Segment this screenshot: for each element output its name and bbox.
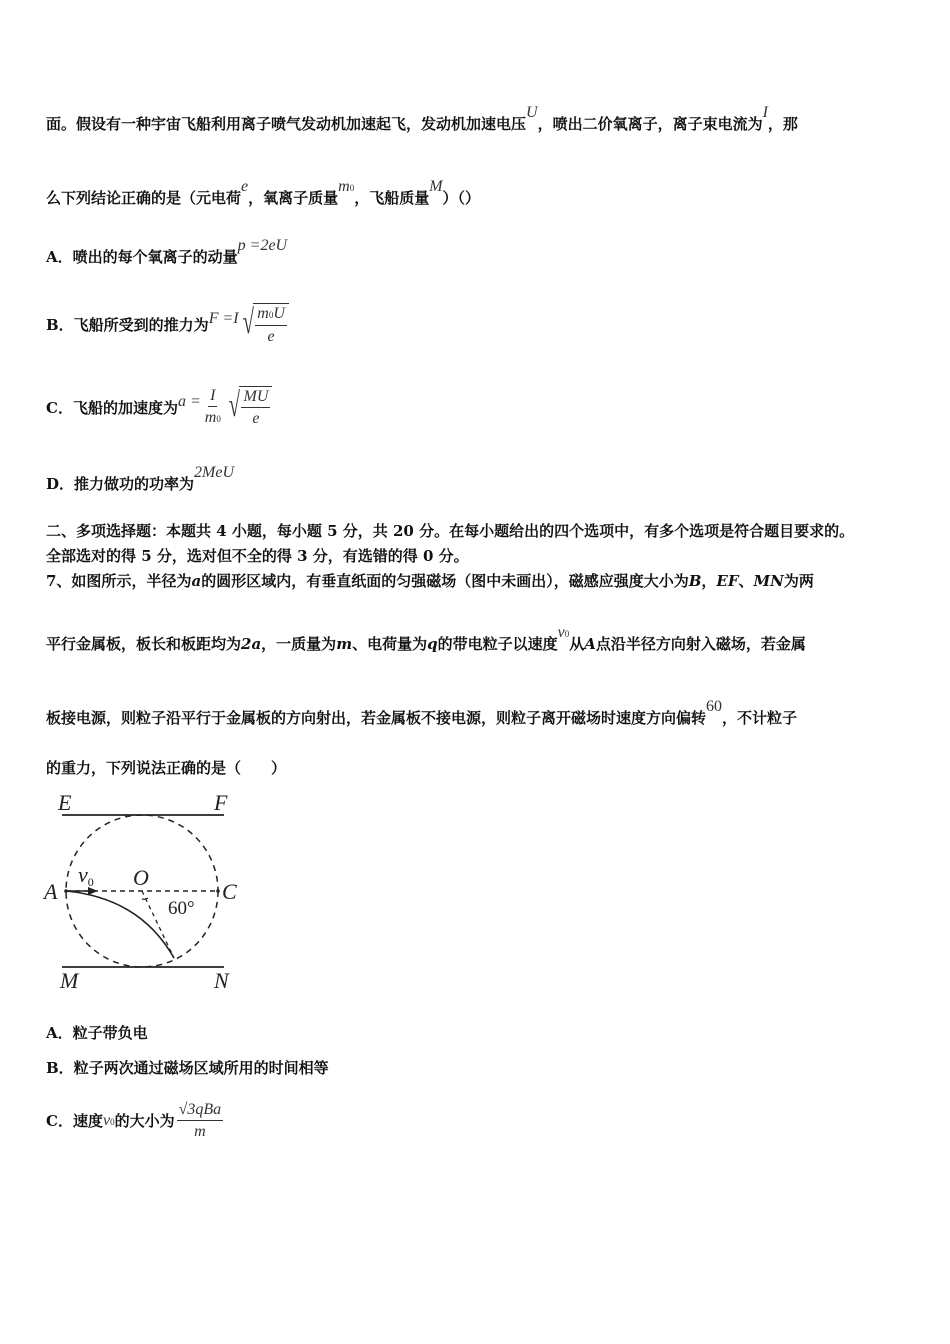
q7-option-a: A．粒子带负电 bbox=[46, 1024, 148, 1042]
q6-text: 面。假设有一种宇宙飞船利用离子喷气发动机加速起飞，发动机加速电压 bbox=[46, 115, 527, 133]
math-a: a bbox=[191, 572, 202, 590]
label-e: E bbox=[58, 790, 72, 815]
q6-stem-line2 bbox=[46, 178, 481, 210]
sqrt-symbol: √ $\frac{MU}{e}$ bbox=[225, 386, 273, 430]
math-60: 60 bbox=[706, 698, 723, 715]
option-b-fraction: $\frac{m0U}{e}$ bbox=[257, 304, 285, 345]
option-c-text: C．飞船的加速度为 bbox=[46, 399, 178, 417]
math-U: U bbox=[526, 104, 538, 121]
option-a-text: A．喷出的每个氧离子的动量 bbox=[46, 248, 238, 266]
label-v0: v0 bbox=[78, 862, 94, 889]
option-c-lhs: a = bbox=[177, 393, 201, 410]
math-B: B bbox=[688, 572, 702, 590]
math-m0 bbox=[338, 178, 354, 195]
section-title-line1: 二、多项选择题：本题共 4 小题，每小题 5 分，共 20 分。在每小题给出的四个选项中，有多个选项是符合题目要求的。 bbox=[46, 522, 855, 540]
option-a-math: p =2eU bbox=[237, 237, 288, 254]
q6-text: ，氧离子质量 bbox=[248, 189, 339, 207]
sqrt-symbol: √ $\frac{m0U}{e}$ bbox=[239, 303, 289, 348]
particle-trajectory bbox=[66, 891, 174, 958]
q6-option-b bbox=[46, 300, 289, 350]
q7-stem-line2: 平行金属板，板长和板距均为2a，一质量为m、电荷量为q的带电粒子以速度v0从A点沿半径方向射入磁场，若金属 bbox=[46, 624, 806, 653]
math-MN: MN bbox=[753, 572, 784, 590]
q6-option-c bbox=[46, 382, 272, 434]
q6-text: ）（） bbox=[442, 189, 481, 207]
math-sub-0: 0 bbox=[349, 183, 355, 193]
option-b-lhs: F =I bbox=[208, 310, 239, 327]
option-b-text: B．飞船所受到的推力为 bbox=[46, 316, 209, 334]
point-a bbox=[64, 889, 68, 893]
option-c-fraction: $\frac{\text{√3qBa}}{m}$ bbox=[178, 1100, 222, 1140]
math-e: e bbox=[241, 178, 249, 195]
label-angle: 60° bbox=[168, 898, 195, 919]
math-v0: v0 bbox=[557, 624, 570, 641]
q7-stem-line4: 的重力，下列说法正确的是（ ） bbox=[46, 759, 287, 777]
q6-text: ，那 bbox=[767, 115, 798, 133]
q6-option-d bbox=[46, 464, 234, 495]
label-n: N bbox=[214, 968, 229, 993]
section-title-line2: 全部选对的得 5 分，选对但不全的得 3 分，有选错的得 0 分。 bbox=[46, 547, 469, 565]
q6-option-a bbox=[46, 237, 288, 268]
math-EF: EF bbox=[716, 572, 739, 590]
q7-option-b: B．粒子两次通过磁场区域所用的时间相等 bbox=[46, 1059, 329, 1077]
math-m: m bbox=[338, 178, 350, 195]
option-d-math: 2MeU bbox=[194, 464, 234, 481]
q6-text: ，飞船质量 bbox=[354, 189, 430, 207]
q6-stem-line1 bbox=[46, 104, 798, 135]
label-o: O bbox=[133, 865, 149, 890]
q7-option-c: C．速度 v0 的大小为 $\frac{\text{√3qBa}}{m}$ bbox=[46, 1098, 225, 1144]
magnetic-field-diagram bbox=[40, 788, 260, 998]
math-M: M bbox=[429, 178, 443, 195]
label-a: A bbox=[44, 879, 58, 904]
angle-arc bbox=[142, 898, 148, 899]
point-c bbox=[216, 889, 220, 893]
sqrt-icon: √ bbox=[178, 1100, 188, 1118]
math-q: q bbox=[427, 635, 438, 653]
q7-stem-line3: 板接电源，则粒子沿平行于金属板的方向射出，若金属板不接电源，则粒子离开磁场时速度方向偏转60，不计粒子 bbox=[46, 698, 798, 727]
label-c: C bbox=[222, 879, 237, 904]
q7-stem-line1: 7、如图所示，半径为a的圆形区域内，有垂直纸面的匀强磁场（图中未画出），磁感应强度大小为B，EF、MN为两 bbox=[46, 572, 814, 590]
q6-text: ，喷出二价氧离子，离子束电流为 bbox=[537, 115, 763, 133]
label-m: M bbox=[60, 968, 79, 993]
q6-text: 么下列结论正确的是（元电荷 bbox=[46, 189, 242, 207]
math-2a: 2a bbox=[241, 635, 262, 653]
label-f: F bbox=[214, 790, 228, 815]
option-c-fraction: $\frac{I}{m0}$ bbox=[204, 387, 221, 426]
option-d-text: D．推力做功的功率为 bbox=[46, 475, 195, 493]
math-v0: v0 bbox=[102, 1111, 115, 1129]
math-I: I bbox=[762, 104, 768, 121]
math-m: m bbox=[336, 635, 353, 653]
math-A: A bbox=[584, 635, 596, 653]
